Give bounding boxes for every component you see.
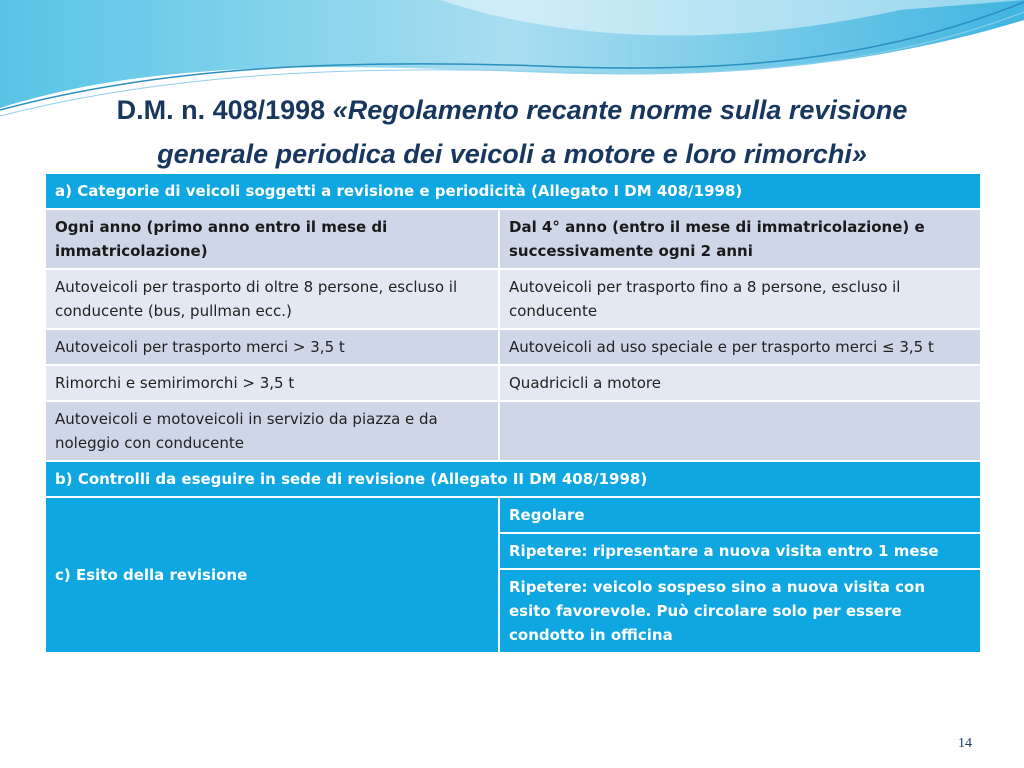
table-row	[45, 269, 981, 329]
outcome-regular: Regolare	[499, 497, 981, 533]
table-row	[45, 329, 981, 365]
outcome-suspended: Ripetere: veicolo sospeso sino a nuova visita con esito favorevole. Può circolare solo per essere condotto in officina	[499, 569, 981, 653]
table-row	[45, 401, 981, 461]
title-decree: D.M. n. 408/1998	[116, 95, 333, 125]
row-2-left: Autoveicoli per trasporto merci > 3,5 t	[45, 329, 499, 365]
section-b-header: b) Controlli da eseguire in sede di revisione (Allegato II DM 408/1998)	[45, 461, 981, 497]
slide-title	[40, 88, 984, 176]
row-1-left: Autoveicoli per trasporto di oltre 8 persone, escluso il conducente (bus, pullman ecc.)	[45, 269, 499, 329]
section-a-header: a) Categorie di veicoli soggetti a revisione e periodicità (Allegato I DM 408/1998)	[45, 173, 981, 209]
page-number: 14	[958, 736, 972, 751]
title-italic-line2: generale periodica dei veicoli a motore e loro rimorchi»	[157, 139, 867, 169]
col-right-header: Dal 4° anno (entro il mese di immatricolazione) e successivamente ogni 2 anni	[499, 209, 981, 269]
col-left-header: Ogni anno (primo anno entro il mese di immatricolazione)	[45, 209, 499, 269]
revision-table	[44, 172, 982, 654]
outcome-repeat-month: Ripetere: ripresentare a nuova visita entro 1 mese	[499, 533, 981, 569]
row-4-left: Autoveicoli e motoveicoli in servizio da piazza e da noleggio con conducente	[45, 401, 499, 461]
title-italic-line1: «Regolamento recante norme sulla revisione	[332, 95, 908, 125]
row-2-right: Autoveicoli ad uso speciale e per trasporto merci ≤ 3,5 t	[499, 329, 981, 365]
row-3-right: Quadricicli a motore	[499, 365, 981, 401]
row-3-left: Rimorchi e semirimorchi > 3,5 t	[45, 365, 499, 401]
row-4-right	[499, 401, 981, 461]
table-row	[45, 365, 981, 401]
row-1-right: Autoveicoli per trasporto fino a 8 persone, escluso il conducente	[499, 269, 981, 329]
section-c-header: c) Esito della revisione	[45, 497, 499, 653]
